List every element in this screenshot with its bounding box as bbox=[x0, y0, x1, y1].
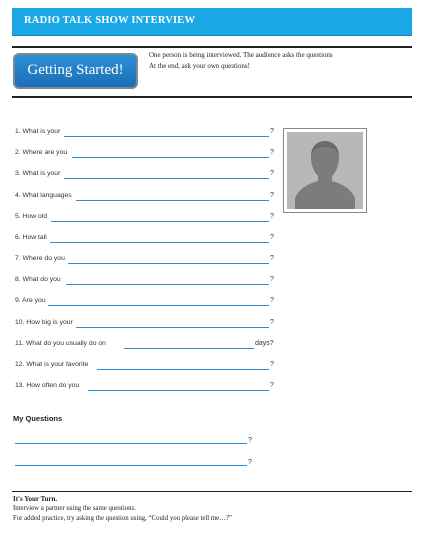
question-end: ? bbox=[270, 255, 274, 262]
getting-started-button[interactable] bbox=[13, 53, 138, 89]
my-questions-title: My Questions bbox=[13, 414, 63, 423]
instruction-line: At the end, ask your own questions! bbox=[149, 62, 250, 70]
answer-line[interactable] bbox=[72, 157, 269, 158]
question-end: ? bbox=[270, 128, 274, 135]
question-label: 13. How often do you bbox=[15, 382, 80, 389]
question-label: 5. How old bbox=[15, 213, 48, 220]
my-question-line[interactable] bbox=[15, 465, 247, 466]
your-turn-line: For added practice, try asking the question using, “Could you please tell me…?” bbox=[13, 515, 232, 522]
question-label: 10. How big is your bbox=[15, 319, 73, 326]
question-label: 6. How tall bbox=[15, 234, 47, 241]
answer-line[interactable] bbox=[124, 348, 254, 349]
answer-line[interactable] bbox=[76, 200, 269, 201]
question-label: 8. What do you bbox=[15, 276, 61, 283]
question-end: ? bbox=[270, 361, 274, 368]
question-end: days? bbox=[255, 340, 274, 347]
question-end: ? bbox=[270, 192, 274, 199]
your-turn-title: It's Your Turn. bbox=[13, 495, 58, 503]
question-end: ? bbox=[270, 297, 274, 304]
your-turn-line: Interview a partner using the same questions. bbox=[13, 505, 136, 512]
answer-line[interactable] bbox=[66, 284, 269, 285]
answer-line[interactable] bbox=[50, 242, 269, 243]
question-end: ? bbox=[270, 234, 274, 241]
answer-line[interactable] bbox=[48, 305, 269, 306]
question-end: ? bbox=[270, 382, 274, 389]
question-end: ? bbox=[270, 170, 274, 177]
question-label: 3. What is your bbox=[15, 170, 61, 177]
my-question-line[interactable] bbox=[15, 443, 247, 444]
page-title: RADIO TALK SHOW INTERVIEW bbox=[24, 15, 196, 26]
question-label: 11. What do you usually do on bbox=[15, 340, 106, 347]
question-label: 9. Are you bbox=[15, 297, 46, 304]
answer-line[interactable] bbox=[68, 263, 269, 264]
answer-line[interactable] bbox=[51, 221, 269, 222]
question-end: ? bbox=[270, 149, 274, 156]
divider bbox=[12, 46, 412, 48]
answer-line[interactable] bbox=[88, 390, 269, 391]
question-label: 7. Where do you bbox=[15, 255, 65, 262]
divider bbox=[12, 491, 412, 492]
question-end: ? bbox=[270, 276, 274, 283]
question-end: ? bbox=[270, 319, 274, 326]
question-label: 12. What is your favorite bbox=[15, 361, 89, 368]
answer-line[interactable] bbox=[76, 327, 269, 328]
instructions bbox=[149, 50, 333, 72]
question-end: ? bbox=[270, 213, 274, 220]
answer-line[interactable] bbox=[64, 136, 269, 137]
divider bbox=[12, 96, 412, 98]
instruction-line: One person is being interviewed. The audience asks the questions bbox=[149, 51, 333, 59]
question-end: ? bbox=[248, 459, 252, 466]
question-label: 1. What is your bbox=[15, 128, 61, 135]
answer-line[interactable] bbox=[97, 369, 269, 370]
person-silhouette-image bbox=[283, 128, 367, 213]
answer-line[interactable] bbox=[64, 178, 269, 179]
question-label: 2. Where are you bbox=[15, 149, 68, 156]
question-label: 4. What languages bbox=[15, 192, 72, 199]
person-silhouette-icon bbox=[287, 132, 363, 209]
header-banner bbox=[12, 8, 412, 36]
question-end: ? bbox=[248, 437, 252, 444]
getting-started-label: Getting Started! bbox=[27, 62, 124, 78]
